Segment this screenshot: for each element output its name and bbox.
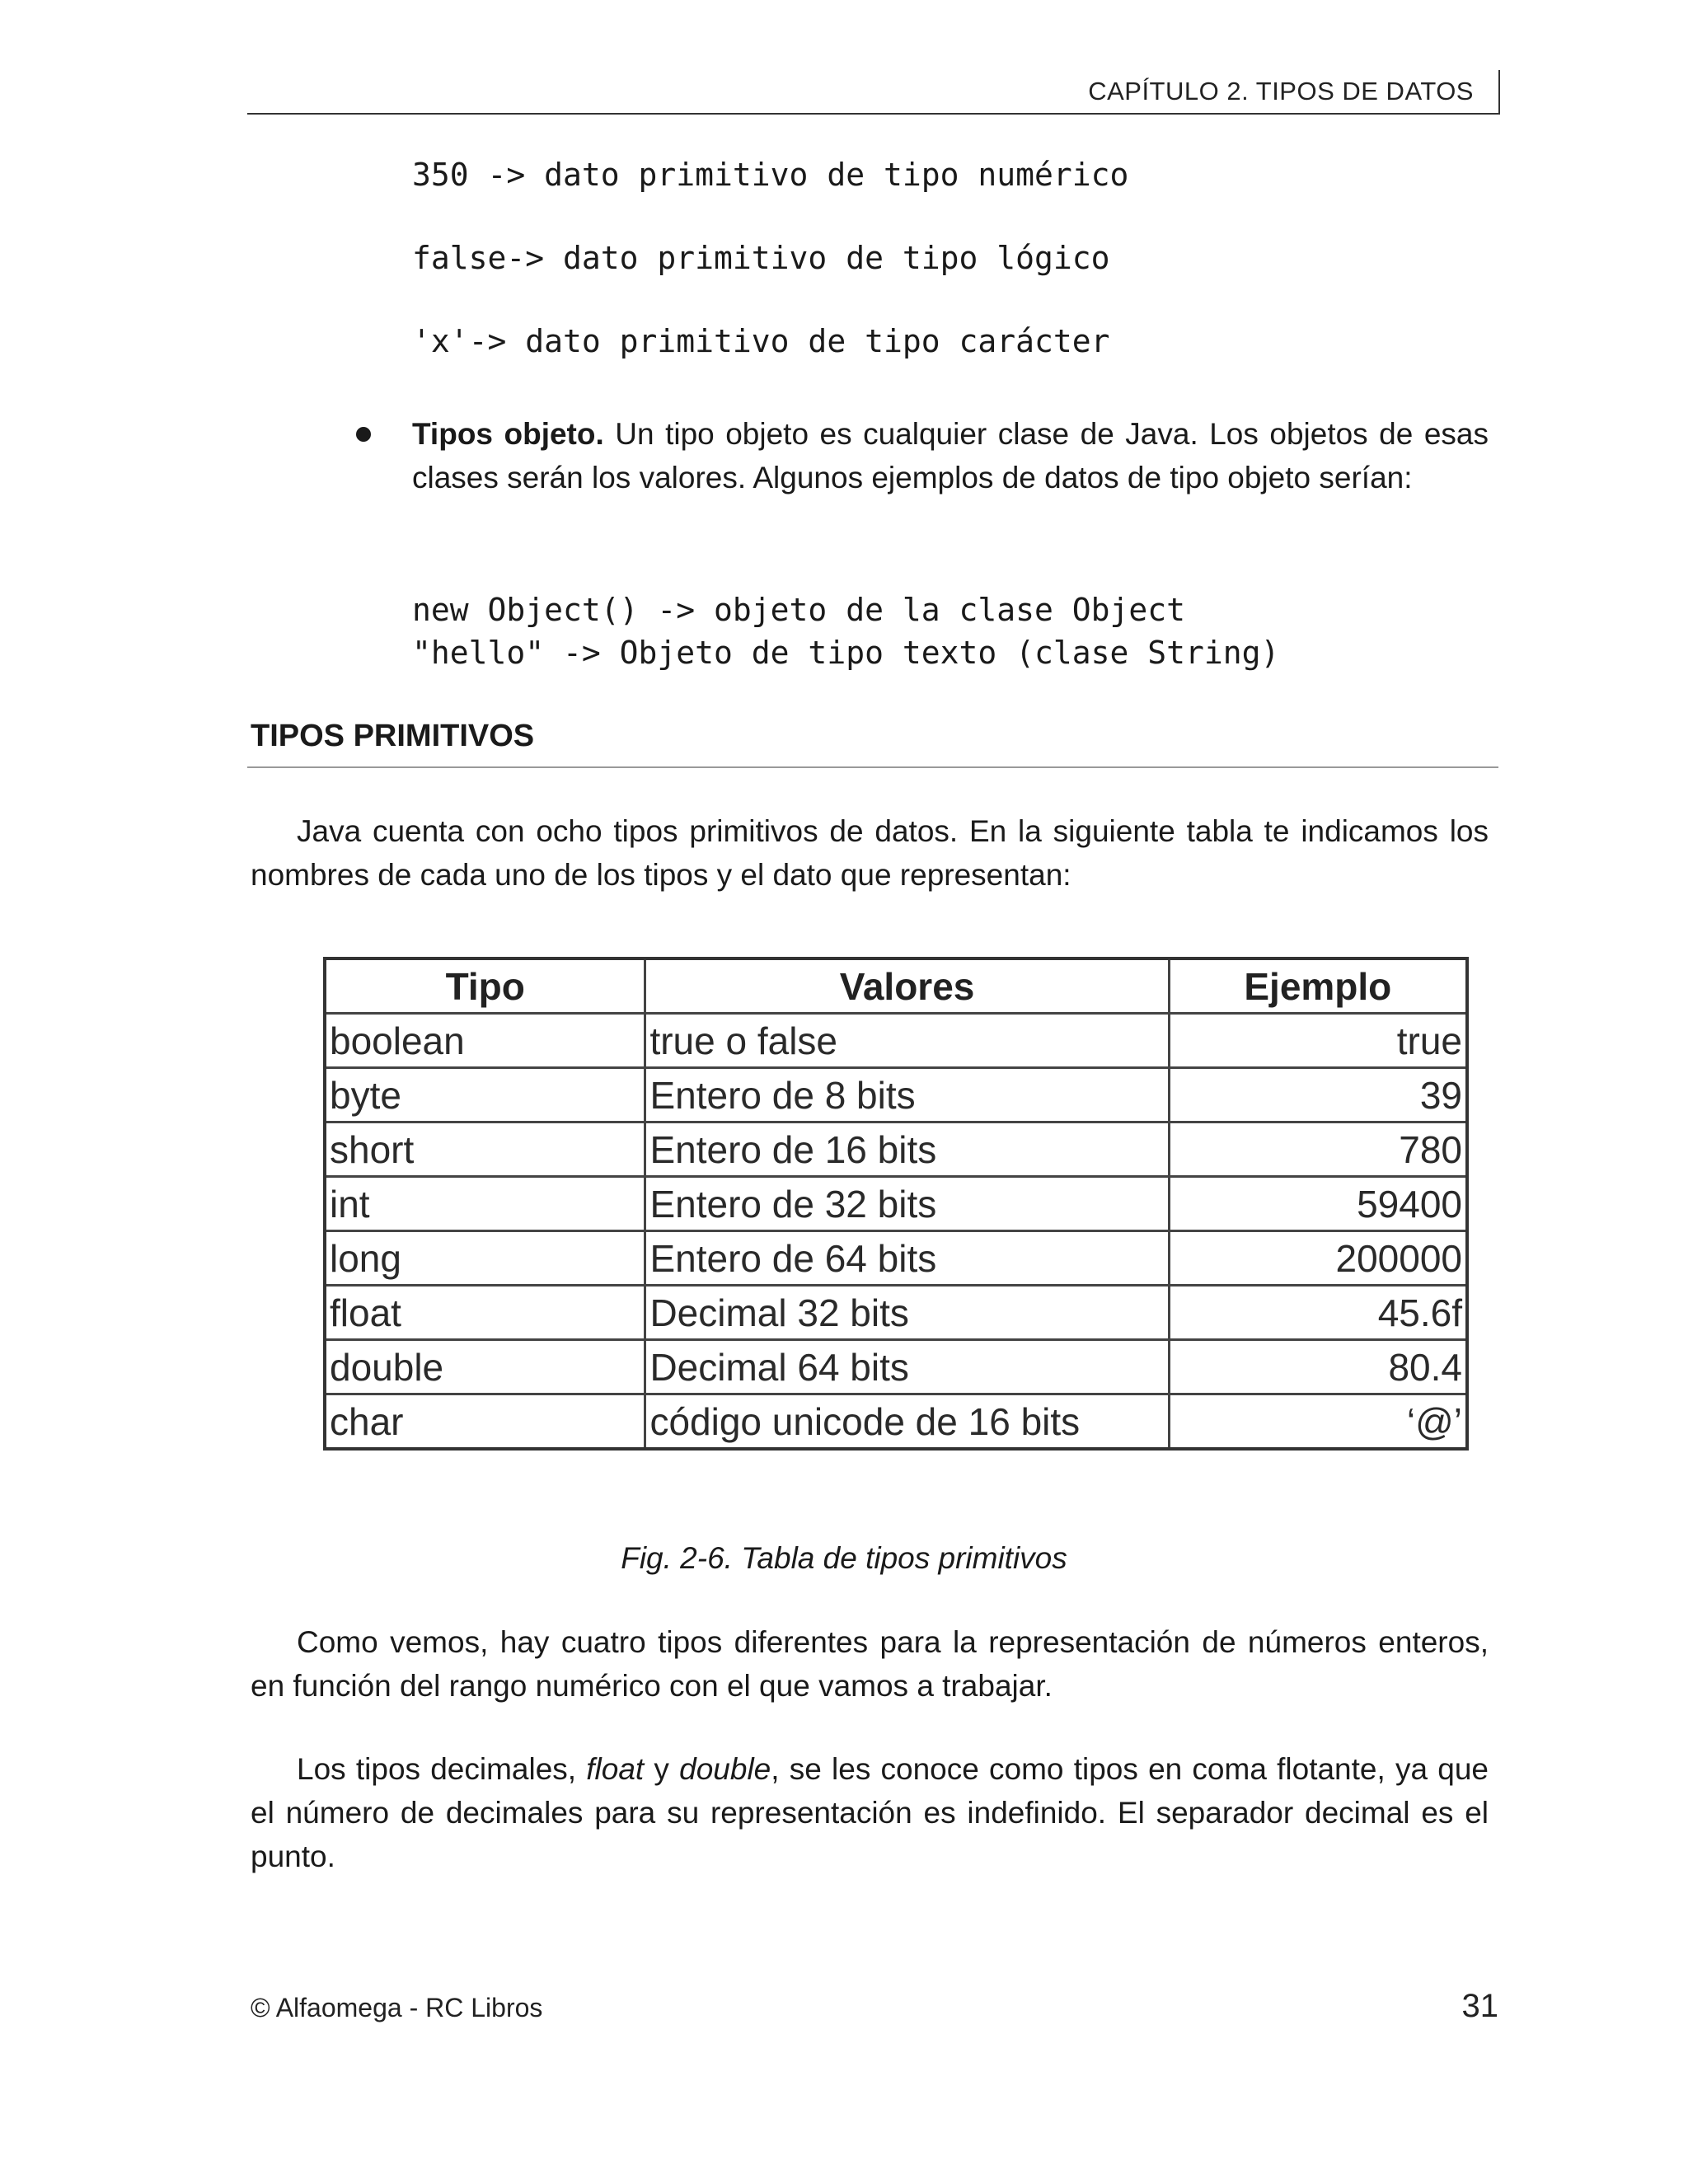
code-line: "hello" -> Objeto de tipo texto (clase String): [412, 635, 1280, 671]
running-header: [247, 70, 1500, 115]
table-row: [325, 1068, 1467, 1122]
cell-tipo: double: [325, 1340, 645, 1394]
cell-tipo: int: [325, 1177, 645, 1231]
chapter-title: CAPÍTULO 2. TIPOS DE DATOS: [1088, 77, 1474, 105]
term-float: float: [586, 1752, 645, 1786]
table-row: [325, 1177, 1467, 1231]
table-row: [325, 1231, 1467, 1286]
paragraph-enteros: Como vemos, hay cuatro tipos diferentes para la representación de números enteros, en función del rango numérico con el que vamos a trabajar.: [251, 1625, 1489, 1703]
cell-ejemplo: 45.6f: [1169, 1286, 1467, 1340]
cell-valores: Entero de 64 bits: [645, 1231, 1169, 1286]
column-header-ejemplo: Ejemplo: [1169, 958, 1467, 1014]
table-row: [325, 1286, 1467, 1340]
bullet-term: Tipos objeto.: [412, 417, 604, 451]
cell-tipo: byte: [325, 1068, 645, 1122]
text-segment: y: [644, 1752, 680, 1786]
text-segment: Los tipos decimales,: [297, 1752, 587, 1786]
cell-ejemplo: 39: [1169, 1068, 1467, 1122]
code-line: 350 -> dato primitivo de tipo numérico: [412, 157, 1129, 193]
table-row: [325, 1122, 1467, 1177]
intro-paragraph: Java cuenta con ocho tipos primitivos de datos. En la siguiente tabla te indicamos los nombres de cada uno de los tipos y el dato que representan:: [251, 814, 1489, 892]
bullet-dot: [356, 427, 371, 442]
cell-valores: Entero de 16 bits: [645, 1122, 1169, 1177]
figure-caption: Fig. 2-6. Tabla de tipos primitivos: [621, 1541, 1067, 1575]
column-header-valores: Valores: [645, 958, 1169, 1014]
cell-ejemplo: 80.4: [1169, 1340, 1467, 1394]
table-row: [325, 1394, 1467, 1450]
cell-tipo: float: [325, 1286, 645, 1340]
bullet-text: Un tipo objeto es cualquier clase de Java. Los objetos de esas clases serán los valores. Algunos ejemplos de datos de tipo objeto serían:: [412, 417, 1489, 494]
paragraph-decimales: [251, 1747, 1489, 1878]
page-number: 31: [1461, 1988, 1498, 2024]
cell-ejemplo: 59400: [1169, 1177, 1467, 1231]
bullet-paragraph: [412, 412, 1489, 499]
table-row: [325, 1014, 1467, 1068]
cell-tipo: boolean: [325, 1014, 645, 1068]
term-double: double: [679, 1752, 771, 1786]
primitive-types-table: [323, 957, 1469, 1451]
cell-tipo: char: [325, 1394, 645, 1450]
text-segment: , se les conoce como tipos en coma flotante, ya que el número de decimales para su representación es indefinido. El separador decimal es el punto.: [251, 1752, 1489, 1873]
cell-ejemplo: true: [1169, 1014, 1467, 1068]
cell-ejemplo: ‘@’: [1169, 1394, 1467, 1450]
publisher-footer: © Alfaomega - RC Libros: [251, 1993, 543, 2022]
cell-valores: Decimal 64 bits: [645, 1340, 1169, 1394]
code-line: false-> dato primitivo de tipo lógico: [412, 240, 1110, 276]
table-row: [325, 1340, 1467, 1394]
cell-valores: Entero de 8 bits: [645, 1068, 1169, 1122]
table-header-row: [325, 958, 1467, 1014]
cell-ejemplo: 780: [1169, 1122, 1467, 1177]
cell-valores: Entero de 32 bits: [645, 1177, 1169, 1231]
cell-valores: código unicode de 16 bits: [645, 1394, 1169, 1450]
code-line: 'x'-> dato primitivo de tipo carácter: [412, 323, 1110, 359]
cell-tipo: short: [325, 1122, 645, 1177]
section-title: TIPOS PRIMITIVOS: [251, 719, 535, 753]
header-tick: [1498, 70, 1500, 113]
cell-valores: true o false: [645, 1014, 1169, 1068]
cell-valores: Decimal 32 bits: [645, 1286, 1169, 1340]
section-rule: [247, 766, 1498, 768]
cell-ejemplo: 200000: [1169, 1231, 1467, 1286]
column-header-tipo: Tipo: [325, 958, 645, 1014]
cell-tipo: long: [325, 1231, 645, 1286]
code-line: new Object() -> objeto de la clase Object: [412, 592, 1185, 628]
